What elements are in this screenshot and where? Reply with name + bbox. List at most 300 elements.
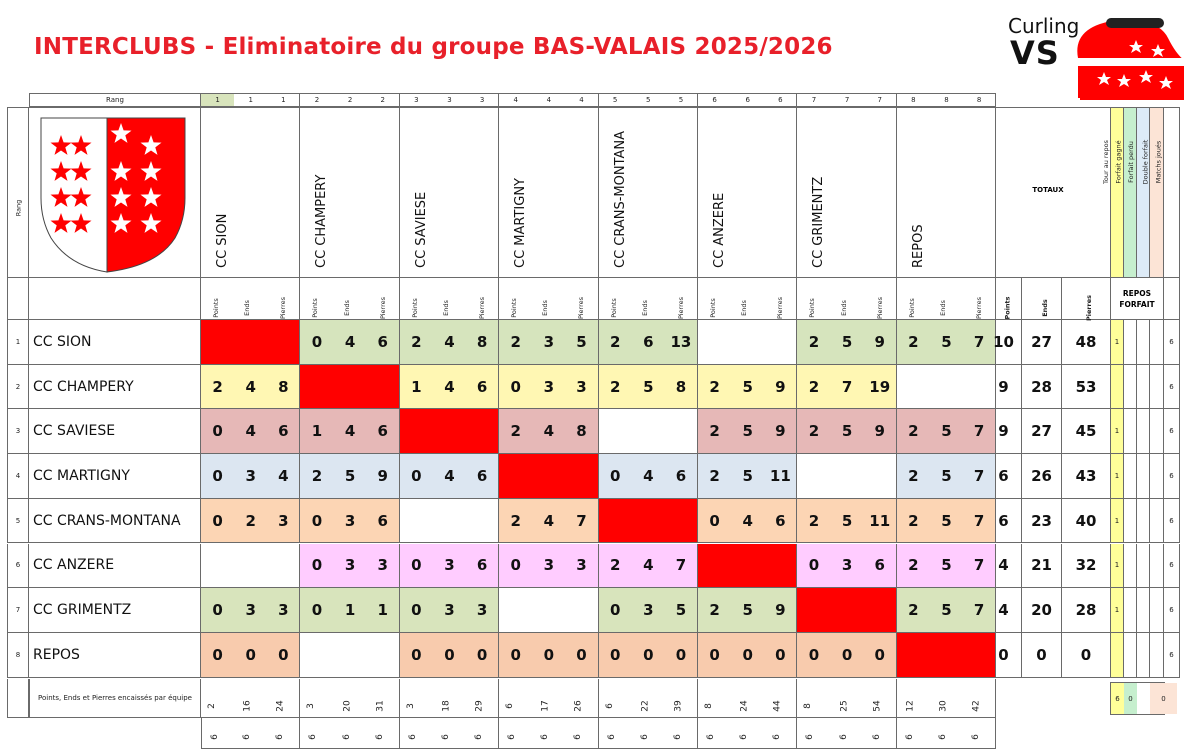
matches-played-value: 6 xyxy=(275,734,286,740)
sub-header-points xyxy=(698,278,731,320)
conceded-value: 16 xyxy=(242,700,253,712)
conceded-value: 54 xyxy=(872,700,883,712)
match-ends-cell: 4 xyxy=(234,365,267,410)
match-pierres-cell: 7 xyxy=(963,499,996,544)
matches-played-value: 6 xyxy=(308,734,319,740)
match-ends-cell: 5 xyxy=(930,409,963,454)
conceded-value: 22 xyxy=(640,700,651,712)
match-ends-cell: 5 xyxy=(930,588,963,633)
side-column-label: Matchs joués xyxy=(1154,140,1163,184)
row-rank: 4 xyxy=(7,454,29,499)
match-points-cell: 2 xyxy=(897,544,930,589)
side-column-label: Forfait perdu xyxy=(1126,141,1135,183)
team-column-label: CC GRIMENTZ xyxy=(811,176,827,268)
conceded-label: Points, Ends et Pierres encaissés par équipe xyxy=(29,679,201,718)
totaux-sub-header xyxy=(1022,278,1062,320)
row-rank: 8 xyxy=(7,633,29,678)
matchs-joues-cell: 6 xyxy=(1164,409,1180,454)
match-ends-cell: 6 xyxy=(632,320,665,365)
matches-played-cell xyxy=(599,718,632,749)
footer-rank-empty xyxy=(7,679,29,718)
rank-number: 2 xyxy=(300,93,333,107)
sub-header-label: Ends xyxy=(839,300,848,316)
total-pierres-cell: 0 xyxy=(1062,633,1111,678)
side-column-header xyxy=(1126,107,1150,278)
match-ends-cell xyxy=(433,499,466,544)
side-value-cell: 1 xyxy=(1111,320,1124,365)
matches-played-value: 6 xyxy=(473,734,484,740)
repos-forfait-label: REPOS FORFAIT xyxy=(1119,289,1155,309)
matches-played-value: 6 xyxy=(241,734,252,740)
matches-played-value: 6 xyxy=(407,734,418,740)
side-value-cell xyxy=(1137,544,1150,589)
row-rank: 1 xyxy=(7,320,29,365)
sub-header-ends xyxy=(234,278,267,320)
match-pierres-cell: 8 xyxy=(466,320,499,365)
side-value-cell xyxy=(1124,544,1137,589)
match-pierres-cell: 3 xyxy=(267,588,300,633)
conceded-value-cell xyxy=(334,679,367,718)
match-pierres-cell: 9 xyxy=(864,409,897,454)
match-points-cell: 2 xyxy=(201,365,234,410)
sub-header-label: Points xyxy=(808,298,817,318)
side-value-cell xyxy=(1124,365,1137,410)
matches-played-value: 6 xyxy=(606,734,617,740)
team-column-label: CC SAVIESE xyxy=(413,191,429,268)
sub-header-ends xyxy=(632,278,665,320)
sub-header-ends xyxy=(930,278,963,320)
match-points-cell: 0 xyxy=(797,633,830,678)
conceded-value-cell xyxy=(499,679,532,718)
side-column-header xyxy=(1114,107,1137,278)
side-value-cell xyxy=(1124,454,1137,499)
conceded-value: 12 xyxy=(905,700,916,712)
sub-header-label: Ends xyxy=(740,300,748,316)
side-value-cell xyxy=(1150,499,1164,544)
match-pierres-cell: 0 xyxy=(466,633,499,678)
team-column-label: CC SION xyxy=(215,213,230,268)
total-ends-cell: 20 xyxy=(1022,588,1062,633)
matches-played-cell xyxy=(499,718,532,749)
total-pierres-cell: 53 xyxy=(1062,365,1111,410)
match-ends-cell: 3 xyxy=(234,588,267,633)
total-points-cell: 4 xyxy=(986,588,1022,633)
matches-played-cell xyxy=(665,718,698,749)
team-column-label: CC ANZERE xyxy=(712,192,727,268)
match-points-cell: 2 xyxy=(499,499,532,544)
matches-played-cell xyxy=(466,718,499,749)
match-points-cell: 2 xyxy=(797,320,830,365)
match-pierres-cell: 7 xyxy=(963,320,996,365)
row-rank: 2 xyxy=(7,365,29,410)
match-points-cell xyxy=(599,409,632,454)
match-points-cell: 0 xyxy=(201,633,234,678)
matches-played-cell xyxy=(897,718,930,749)
match-ends-cell: 3 xyxy=(532,544,565,589)
match-pierres-cell: 6 xyxy=(267,409,300,454)
match-points-cell: 0 xyxy=(300,544,333,589)
conceded-value: 6 xyxy=(604,703,615,709)
match-ends-cell: 0 xyxy=(234,633,267,678)
match-ends-cell: 5 xyxy=(632,365,665,410)
match-points-cell: 0 xyxy=(400,454,433,499)
matchs-joues-cell: 6 xyxy=(1164,320,1180,365)
conceded-value: 39 xyxy=(673,700,684,712)
conceded-value: 42 xyxy=(971,700,982,712)
team-column-label: CC MARTIGNY xyxy=(513,178,529,268)
conceded-value: 8 xyxy=(803,703,814,709)
conceded-value-cell xyxy=(797,679,830,718)
match-points-cell: 2 xyxy=(698,365,731,410)
matches-played-cell xyxy=(632,718,665,749)
match-points-cell: 2 xyxy=(300,454,333,499)
sub-header-pierres xyxy=(367,278,400,320)
side-column-header xyxy=(1154,107,1180,278)
match-points-cell: 2 xyxy=(897,320,930,365)
match-points-cell: 2 xyxy=(499,320,532,365)
match-pierres-cell: 6 xyxy=(864,544,897,589)
total-points-cell: 9 xyxy=(986,365,1022,410)
match-pierres-cell: 1 xyxy=(367,588,400,633)
match-points-cell: 0 xyxy=(797,544,830,589)
match-pierres-cell: 9 xyxy=(764,365,797,410)
match-ends-cell: 5 xyxy=(731,588,764,633)
matches-played-cell xyxy=(433,718,466,749)
matches-played-value: 6 xyxy=(805,734,816,740)
sub-header-points xyxy=(797,278,830,320)
totaux-sub-label: Points xyxy=(1003,296,1012,320)
conceded-value-cell xyxy=(897,679,930,718)
matches-played-value: 6 xyxy=(904,734,915,740)
side-value-cell xyxy=(1150,409,1164,454)
match-ends-cell: 3 xyxy=(433,588,466,633)
logo-word-curling: Curling xyxy=(1008,14,1080,38)
match-points-cell xyxy=(400,499,433,544)
match-points-cell: 2 xyxy=(698,454,731,499)
match-pierres-cell: 5 xyxy=(665,588,698,633)
match-points-cell xyxy=(300,633,333,678)
match-points-cell: 0 xyxy=(499,544,532,589)
match-pierres-cell: 0 xyxy=(565,633,598,678)
page-title: INTERCLUBS - Eliminatoire du groupe BAS-VALAIS 2025/2026 xyxy=(34,34,833,60)
match-points-cell xyxy=(797,454,830,499)
rank-number: 1 xyxy=(234,93,267,107)
totaux-sub-label: Ends xyxy=(1040,299,1049,317)
team-column-header xyxy=(599,107,698,278)
side-value-cell xyxy=(1124,499,1137,544)
match-pierres-cell: 9 xyxy=(367,454,400,499)
match-pierres-cell: 6 xyxy=(367,409,400,454)
match-pierres-cell: 11 xyxy=(764,454,797,499)
sub-header-pierres xyxy=(565,278,598,320)
match-ends-cell: 5 xyxy=(831,409,864,454)
match-ends-cell: 5 xyxy=(831,499,864,544)
rank-number: 8 xyxy=(897,93,930,107)
match-ends-cell: 4 xyxy=(433,365,466,410)
sub-header-points xyxy=(897,278,930,320)
total-pierres-cell: 32 xyxy=(1062,544,1111,589)
match-pierres-cell: 5 xyxy=(565,320,598,365)
rang-column-header xyxy=(7,107,29,278)
matchs-joues-cell: 6 xyxy=(1164,454,1180,499)
self-match-cell xyxy=(897,633,996,678)
total-points-cell: 0 xyxy=(986,633,1022,678)
match-pierres-cell: 19 xyxy=(864,365,897,410)
sub-header-label: Points xyxy=(410,298,419,318)
side-value-cell: 1 xyxy=(1111,454,1124,499)
total-pierres-cell: 28 xyxy=(1062,588,1111,633)
conceded-value: 20 xyxy=(342,700,353,712)
total-points-cell: 9 xyxy=(986,409,1022,454)
match-pierres-cell: 6 xyxy=(367,499,400,544)
sub-header-points xyxy=(400,278,433,320)
side-column-header xyxy=(1141,107,1164,278)
total-points-cell: 10 xyxy=(986,320,1022,365)
side-value-cell xyxy=(1150,320,1164,365)
conceded-value-cell xyxy=(267,679,300,718)
rank-number: 4 xyxy=(565,93,598,107)
matches-played-value: 6 xyxy=(871,734,882,740)
matches-played-value: 6 xyxy=(440,734,451,740)
sub-header-label: Points xyxy=(609,298,618,318)
matches-played-cell xyxy=(764,718,797,749)
row-rank: 7 xyxy=(7,588,29,633)
match-pierres-cell: 0 xyxy=(267,633,300,678)
match-ends-cell: 5 xyxy=(334,454,367,499)
total-ends-cell: 23 xyxy=(1022,499,1062,544)
sub-header-label: Points xyxy=(907,298,916,318)
total-ends-cell: 21 xyxy=(1022,544,1062,589)
total-ends-cell: 27 xyxy=(1022,409,1062,454)
match-ends-cell: 3 xyxy=(334,499,367,544)
match-pierres-cell: 6 xyxy=(367,320,400,365)
match-pierres-cell xyxy=(565,588,598,633)
rang-header: Rang xyxy=(29,93,201,107)
match-ends-cell: 4 xyxy=(234,409,267,454)
side-value-cell: 1 xyxy=(1111,499,1124,544)
matches-played-value: 6 xyxy=(970,734,981,740)
total-pierres-cell: 45 xyxy=(1062,409,1111,454)
match-pierres-cell: 8 xyxy=(267,365,300,410)
match-points-cell: 0 xyxy=(201,454,234,499)
side-value-cell xyxy=(1137,633,1150,678)
side-value-cell xyxy=(1111,633,1124,678)
matches-played-cell xyxy=(300,718,333,749)
match-points-cell: 2 xyxy=(897,588,930,633)
rank-number: 5 xyxy=(632,93,665,107)
matches-played-cell xyxy=(334,718,367,749)
rank-number: 3 xyxy=(400,93,433,107)
totaux-header xyxy=(986,107,1111,278)
sub-header-label: Pierres xyxy=(279,296,288,320)
match-points-cell: 0 xyxy=(300,320,333,365)
row-team-name: CC MARTIGNY xyxy=(29,454,201,499)
match-ends-cell: 0 xyxy=(532,633,565,678)
conceded-value: 3 xyxy=(405,703,416,709)
conceded-value-cell xyxy=(433,679,466,718)
matches-played-value: 6 xyxy=(507,734,518,740)
repos-forfait-total: 0 xyxy=(1124,683,1137,714)
matches-played-cell xyxy=(831,718,864,749)
match-pierres-cell: 3 xyxy=(565,365,598,410)
match-points-cell: 2 xyxy=(599,365,632,410)
match-points-cell: 2 xyxy=(599,544,632,589)
match-ends-cell: 5 xyxy=(731,454,764,499)
side-value-cell xyxy=(1137,454,1150,499)
side-value-cell xyxy=(1137,320,1150,365)
match-points-cell xyxy=(201,544,234,589)
team-column-header xyxy=(797,107,896,278)
match-ends-cell: 4 xyxy=(334,320,367,365)
rank-number: 3 xyxy=(466,93,499,107)
match-pierres-cell: 9 xyxy=(864,320,897,365)
conceded-value: 17 xyxy=(541,700,552,712)
total-pierres-cell: 40 xyxy=(1062,499,1111,544)
side-column-label: Double forfait xyxy=(1141,139,1150,185)
match-ends-cell: 3 xyxy=(532,365,565,410)
team-column-label: CC CRANS-MONTANA xyxy=(612,130,628,268)
matches-played-cell xyxy=(367,718,400,749)
match-points-cell: 0 xyxy=(201,499,234,544)
rank-number: 5 xyxy=(665,93,698,107)
match-pierres-cell: 3 xyxy=(267,499,300,544)
rank-number: 7 xyxy=(831,93,864,107)
match-pierres-cell: 7 xyxy=(963,588,996,633)
rank-number: 6 xyxy=(764,93,797,107)
match-points-cell: 2 xyxy=(797,499,830,544)
conceded-value-cell xyxy=(466,679,499,718)
matchs-joues-cell: 6 xyxy=(1164,499,1180,544)
sub-header-label: Pierres xyxy=(875,296,884,320)
row-team-name: CC SAVIESE xyxy=(29,409,201,454)
match-ends-cell: 0 xyxy=(433,633,466,678)
conceded-value: 25 xyxy=(839,700,850,712)
match-points-cell: 2 xyxy=(897,499,930,544)
match-ends-cell: 0 xyxy=(731,633,764,678)
matches-played-cell xyxy=(930,718,963,749)
side-value-cell xyxy=(1124,409,1137,454)
rank-number: 2 xyxy=(367,93,400,107)
match-ends-cell xyxy=(334,633,367,678)
sub-header-ends xyxy=(731,278,764,320)
match-points-cell: 0 xyxy=(201,409,234,454)
match-pierres-cell: 6 xyxy=(665,454,698,499)
match-ends-cell xyxy=(234,544,267,589)
repos-forfait-header xyxy=(1111,278,1164,320)
side-value-cell xyxy=(1150,633,1164,678)
conceded-value: 30 xyxy=(938,700,949,712)
rank-number: 6 xyxy=(731,93,764,107)
match-pierres-cell xyxy=(367,633,400,678)
match-ends-cell: 0 xyxy=(632,633,665,678)
match-ends-cell: 5 xyxy=(731,365,764,410)
logo-word-vs: VS xyxy=(1010,34,1060,72)
match-points-cell: 0 xyxy=(300,499,333,544)
match-pierres-cell: 11 xyxy=(864,499,897,544)
matches-played-value: 6 xyxy=(209,734,220,740)
self-match-cell xyxy=(698,544,797,589)
conceded-value-cell xyxy=(665,679,698,718)
match-ends-cell: 3 xyxy=(532,320,565,365)
side-value-cell xyxy=(1137,588,1150,633)
match-points-cell: 2 xyxy=(499,409,532,454)
repos-forfait-total: 6 xyxy=(1111,683,1124,714)
match-pierres-cell: 0 xyxy=(764,633,797,678)
row-team-name: CC CRANS-MONTANA xyxy=(29,499,201,544)
sub-header-label: Points xyxy=(211,298,220,318)
match-pierres-cell xyxy=(466,499,499,544)
side-value-cell xyxy=(1124,320,1137,365)
conceded-value: 26 xyxy=(574,700,585,712)
row-team-name: CC SION xyxy=(29,320,201,365)
matches-played-cell xyxy=(797,718,830,749)
match-points-cell: 2 xyxy=(897,409,930,454)
self-match-cell xyxy=(599,499,698,544)
sub-header-points xyxy=(599,278,632,320)
match-pierres-cell xyxy=(764,320,797,365)
conceded-value-cell xyxy=(565,679,598,718)
match-pierres-cell: 8 xyxy=(665,365,698,410)
sub-header-label: Pierres xyxy=(776,296,785,320)
team-column-label: CC CHAMPERY xyxy=(314,174,330,268)
match-ends-cell: 4 xyxy=(433,454,466,499)
match-points-cell xyxy=(499,588,532,633)
matches-played-value: 6 xyxy=(341,734,352,740)
repos-forfait-total: 0 xyxy=(1150,683,1177,714)
match-pierres-cell: 3 xyxy=(466,588,499,633)
match-points-cell: 0 xyxy=(499,365,532,410)
matches-played-cell xyxy=(731,718,764,749)
matches-played-value: 6 xyxy=(705,734,716,740)
match-ends-cell: 4 xyxy=(532,409,565,454)
match-points-cell: 0 xyxy=(400,633,433,678)
match-pierres-cell xyxy=(665,409,698,454)
match-ends-cell: 4 xyxy=(433,320,466,365)
sub-header-label: Pierres xyxy=(975,296,984,320)
rang-sub-empty xyxy=(7,278,29,320)
match-pierres-cell xyxy=(267,544,300,589)
rank-number: 1 xyxy=(201,93,234,107)
match-ends-cell: 5 xyxy=(930,320,963,365)
match-points-cell: 1 xyxy=(400,365,433,410)
conceded-value-cell xyxy=(532,679,565,718)
conceded-value-cell xyxy=(201,679,234,718)
match-ends-cell: 3 xyxy=(831,544,864,589)
side-value-cell xyxy=(1137,409,1150,454)
conceded-value-cell xyxy=(632,679,665,718)
match-ends-cell: 2 xyxy=(234,499,267,544)
side-value-cell: 1 xyxy=(1111,409,1124,454)
matches-played-cell xyxy=(400,718,433,749)
match-ends-cell: 3 xyxy=(632,588,665,633)
sub-header-label: Ends xyxy=(640,300,649,316)
match-ends-cell: 4 xyxy=(632,454,665,499)
match-ends-cell: 5 xyxy=(930,454,963,499)
rank-number: 3 xyxy=(433,93,466,107)
self-match-cell xyxy=(499,454,598,499)
conceded-value: 18 xyxy=(441,700,452,712)
rank-number: 4 xyxy=(499,93,532,107)
conceded-value: 6 xyxy=(505,703,516,709)
match-ends-cell: 5 xyxy=(831,320,864,365)
match-pierres-cell: 6 xyxy=(466,544,499,589)
team-column-header xyxy=(400,107,499,278)
matches-played-value: 6 xyxy=(937,734,948,740)
match-pierres-cell: 7 xyxy=(963,544,996,589)
match-points-cell: 0 xyxy=(300,588,333,633)
match-points-cell: 0 xyxy=(698,633,731,678)
team-column-header xyxy=(201,107,300,278)
